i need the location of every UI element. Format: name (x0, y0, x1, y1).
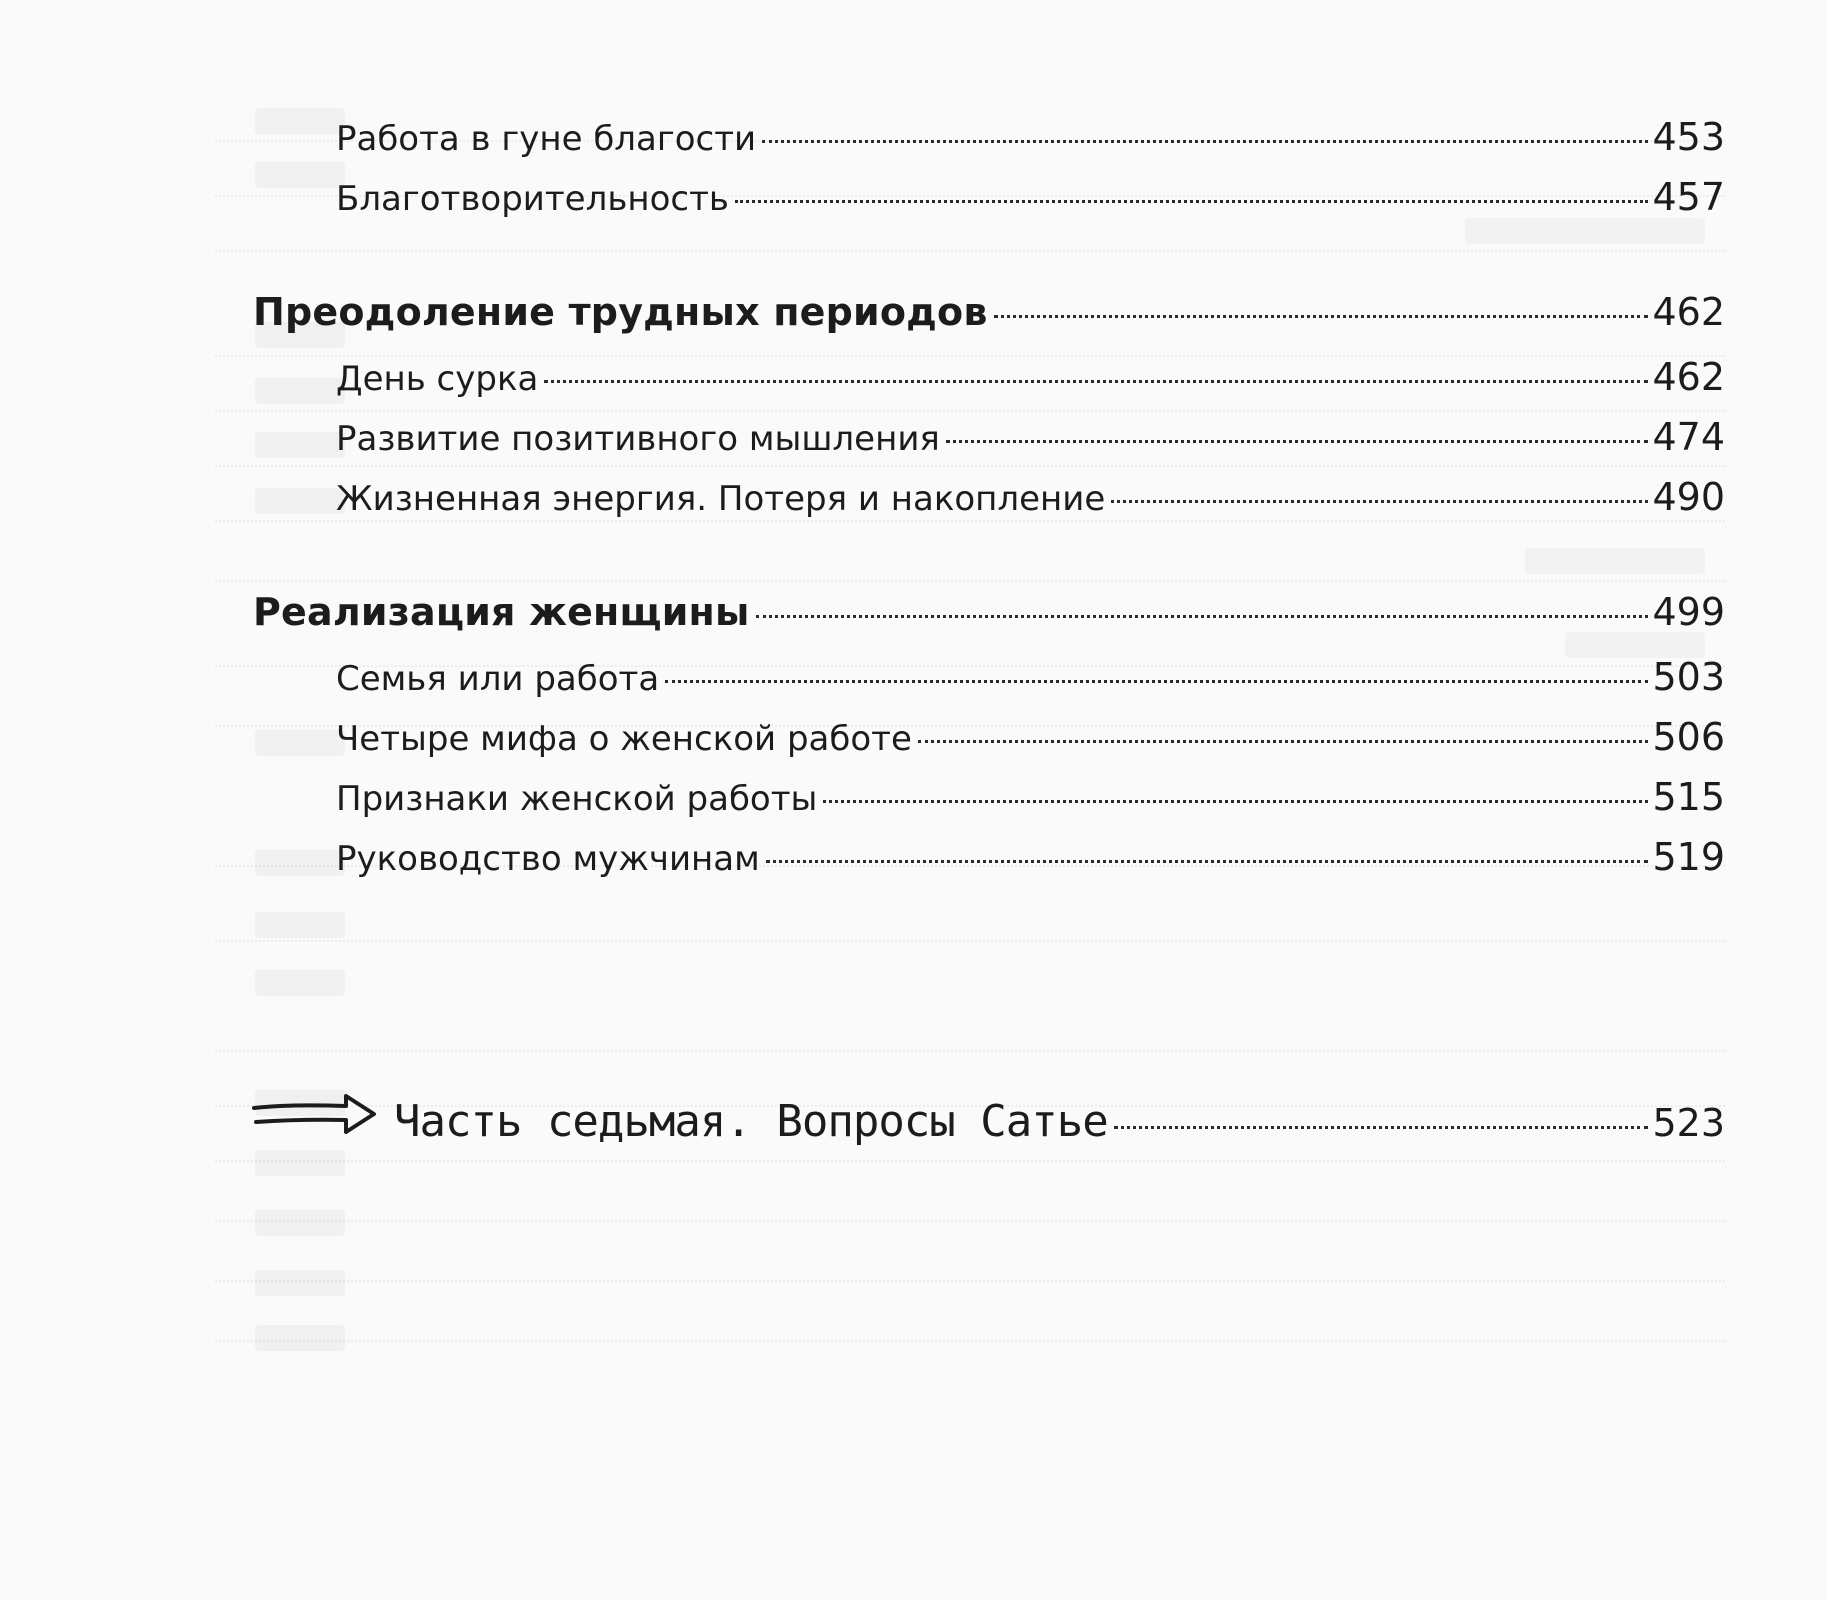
toc-entry-page: 503 (1652, 655, 1725, 699)
hand-drawn-arrow-icon (250, 1084, 380, 1140)
dot-leader (665, 680, 1648, 683)
toc-entry-page: 519 (1652, 835, 1725, 879)
toc-entry (336, 355, 1725, 409)
toc-entry (336, 115, 1725, 169)
toc-entry-title: Работа в гуне благости (336, 119, 757, 159)
dot-leader (1114, 1126, 1649, 1129)
dot-leader (766, 860, 1649, 863)
dot-leader (946, 440, 1649, 443)
toc-entry (336, 715, 1725, 769)
toc-entry-title: Благотворительность (336, 179, 729, 219)
toc-part-page: 523 (1652, 1101, 1725, 1145)
toc-section (253, 290, 1725, 344)
dot-leader (544, 380, 1648, 383)
toc-entry-title: Жизненная энергия. Потеря и накопление (336, 479, 1106, 519)
toc-entry-title: Развитие позитивного мышления (336, 419, 940, 459)
toc-section-title: Реализация женщины (253, 590, 750, 634)
toc-section-page: 462 (1652, 290, 1725, 334)
toc-entry-page: 462 (1652, 355, 1725, 399)
toc-entry-page: 474 (1652, 415, 1725, 459)
dot-leader (735, 200, 1649, 203)
dot-leader (1111, 500, 1648, 503)
dot-leader (762, 140, 1648, 143)
toc-entry-title: Руководство мужчинам (336, 839, 760, 879)
toc-entry (336, 835, 1725, 889)
toc-entry (336, 415, 1725, 469)
toc-entry-page: 457 (1652, 175, 1725, 219)
toc-entry (336, 775, 1725, 829)
dot-leader (756, 615, 1649, 618)
toc-part (250, 1080, 1725, 1150)
toc-entry-page: 490 (1652, 475, 1725, 519)
toc-section-page: 499 (1652, 590, 1725, 634)
dot-leader (823, 800, 1648, 803)
dot-leader (918, 740, 1649, 743)
toc-entry (336, 175, 1725, 229)
toc-section (253, 590, 1725, 644)
toc-section-title: Преодоление трудных периодов (253, 290, 988, 334)
dot-leader (994, 315, 1649, 318)
toc-entry-title: Четыре мифа о женской работе (336, 719, 912, 759)
toc-entry-page: 515 (1652, 775, 1725, 819)
toc-entry-page: 453 (1652, 115, 1725, 159)
toc-entry (336, 655, 1725, 709)
toc-entry (336, 475, 1725, 529)
toc-entry-page: 506 (1652, 715, 1725, 759)
toc-part-title: Часть седьмая. Вопросы Сатье (394, 1096, 1108, 1147)
toc-entry-title: Семья или работа (336, 659, 660, 699)
toc-entry-title: День сурка (336, 359, 539, 399)
toc-entry-title: Признаки женской работы (336, 779, 818, 819)
